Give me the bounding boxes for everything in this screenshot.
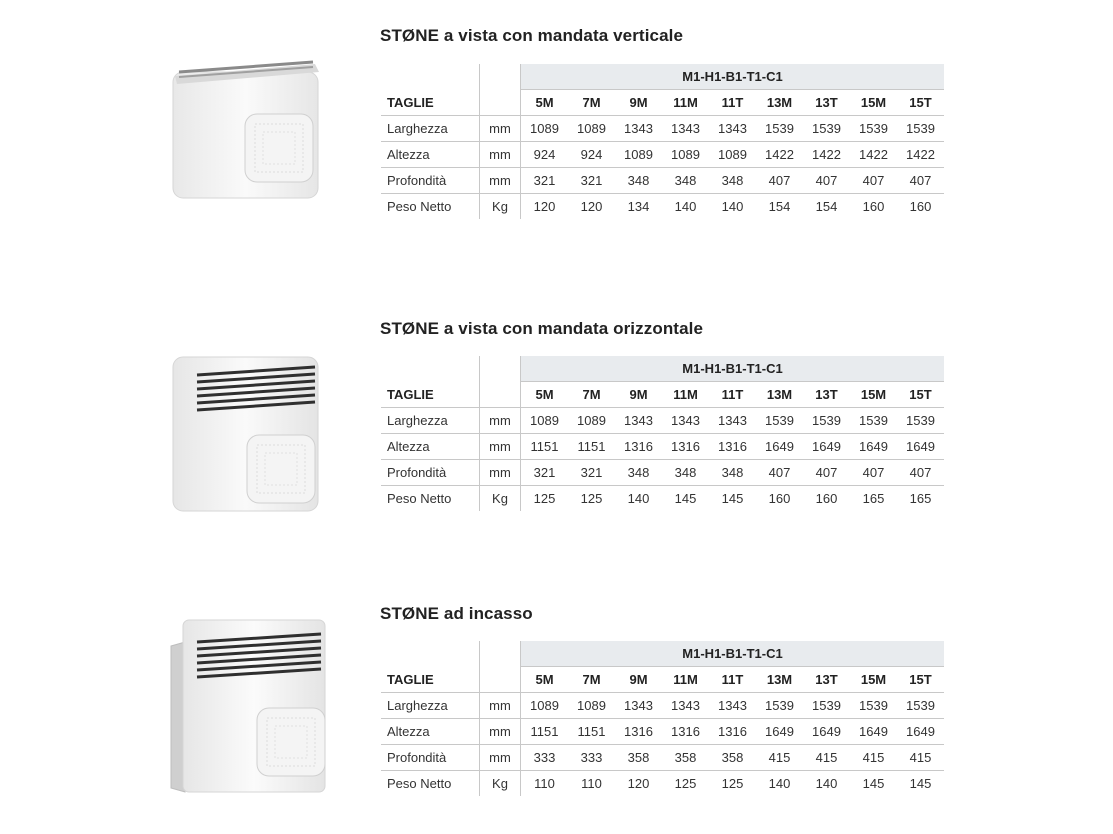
value-cell: 924 xyxy=(521,142,569,168)
value-cell: 1343 xyxy=(615,408,662,434)
model-code: M1-H1-B1-T1-C1 xyxy=(521,356,945,382)
value-cell: 1649 xyxy=(850,719,897,745)
value-cell: 407 xyxy=(756,460,803,486)
value-cell: 407 xyxy=(803,168,850,194)
value-cell: 1089 xyxy=(615,142,662,168)
value-cell: 407 xyxy=(897,168,944,194)
value-cell: 1422 xyxy=(850,142,897,168)
value-cell: 160 xyxy=(768,491,791,506)
value-cell: 134 xyxy=(627,199,650,214)
value-cell: 1539 xyxy=(850,116,897,142)
section-title: STØNE a vista con mandata verticale xyxy=(380,26,684,45)
value-cell: 1089 xyxy=(521,116,569,142)
value-cell: 1539 xyxy=(756,693,803,719)
row-unit: mm xyxy=(480,745,521,771)
value-cell: 321 xyxy=(521,168,569,194)
section-title: STØNE a vista con mandata orizzontale xyxy=(380,319,703,338)
value-cell: 407 xyxy=(850,168,897,194)
value-cell: 1316 xyxy=(709,434,756,460)
value-cell: 145 xyxy=(674,491,697,506)
value-cell: 415 xyxy=(756,745,803,771)
value-cell: 1089 xyxy=(662,142,709,168)
value-cell: 1649 xyxy=(756,719,803,745)
table-row xyxy=(381,434,944,460)
size-cell: 15M xyxy=(850,90,897,116)
size-cell: 11T xyxy=(709,90,756,116)
value-cell: 407 xyxy=(850,460,897,486)
table-row xyxy=(381,142,944,168)
value-cell: 1422 xyxy=(897,142,944,168)
row-unit: Kg xyxy=(480,194,521,220)
row-label: Larghezza xyxy=(381,116,480,142)
model-code: M1-H1-B1-T1-C1 xyxy=(521,641,945,667)
table-row xyxy=(381,719,944,745)
row-unit: mm xyxy=(480,434,521,460)
value-cell: 110 xyxy=(581,776,602,791)
value-cell: 1539 xyxy=(803,693,850,719)
table-row xyxy=(381,486,944,512)
value-cell: 1316 xyxy=(615,719,662,745)
row-unit: mm xyxy=(480,693,521,719)
value-cell: 1343 xyxy=(615,693,662,719)
value-cell: 1343 xyxy=(709,116,756,142)
size-cell: 7M xyxy=(568,667,615,693)
row-unit: Kg xyxy=(480,771,521,797)
value-cell: 125 xyxy=(580,491,603,506)
table-row xyxy=(381,771,944,797)
value-cell: 125 xyxy=(674,776,697,791)
value-cell: 348 xyxy=(709,460,756,486)
value-cell: 1089 xyxy=(568,408,615,434)
size-cell: 13T xyxy=(803,90,850,116)
value-cell: 333 xyxy=(568,745,615,771)
row-label: Profondità xyxy=(381,745,480,771)
size-cell: 5M xyxy=(521,90,569,116)
row-label: Larghezza xyxy=(381,408,480,434)
row-label: Profondità xyxy=(381,460,480,486)
size-cell: 11M xyxy=(662,382,709,408)
value-cell: 120 xyxy=(533,199,556,214)
table-header-row xyxy=(381,382,944,408)
row-label: Peso Netto xyxy=(387,776,452,791)
value-cell: 1649 xyxy=(850,434,897,460)
value-cell: 348 xyxy=(615,168,662,194)
size-label: TAGLIE xyxy=(381,90,480,116)
value-cell: 407 xyxy=(803,460,850,486)
value-cell: 140 xyxy=(768,776,791,791)
value-cell: 333 xyxy=(521,745,569,771)
value-cell: 165 xyxy=(862,491,885,506)
value-cell: 154 xyxy=(768,199,791,214)
value-cell: 1089 xyxy=(709,142,756,168)
value-cell: 358 xyxy=(615,745,662,771)
value-cell: 140 xyxy=(627,491,650,506)
size-cell: 13M xyxy=(756,90,803,116)
value-cell: 1649 xyxy=(897,719,944,745)
value-cell: 145 xyxy=(862,776,885,791)
value-cell: 120 xyxy=(627,776,650,791)
value-cell: 1089 xyxy=(521,408,569,434)
value-cell: 1649 xyxy=(897,434,944,460)
size-cell: 13T xyxy=(803,382,850,408)
row-label: Altezza xyxy=(381,719,480,745)
row-unit: mm xyxy=(480,408,521,434)
unit-recessed-image xyxy=(163,616,333,796)
table-row xyxy=(381,745,944,771)
row-unit: mm xyxy=(480,142,521,168)
value-cell: 1539 xyxy=(850,693,897,719)
size-label: TAGLIE xyxy=(381,382,480,408)
size-cell: 13M xyxy=(756,667,803,693)
size-cell: 13T xyxy=(803,667,850,693)
value-cell: 1649 xyxy=(756,434,803,460)
value-cell: 145 xyxy=(721,491,744,506)
size-cell: 15T xyxy=(897,90,944,116)
size-cell: 5M xyxy=(521,382,569,408)
value-cell: 1422 xyxy=(803,142,850,168)
value-cell: 1316 xyxy=(615,434,662,460)
size-cell: 9M xyxy=(615,667,662,693)
value-cell: 348 xyxy=(709,168,756,194)
value-cell: 1539 xyxy=(897,408,944,434)
size-cell: 13M xyxy=(756,382,803,408)
value-cell: 321 xyxy=(568,460,615,486)
value-cell: 125 xyxy=(721,776,744,791)
row-label: Profondità xyxy=(381,168,480,194)
value-cell: 407 xyxy=(756,168,803,194)
value-cell: 415 xyxy=(803,745,850,771)
value-cell: 1089 xyxy=(521,693,569,719)
row-unit: mm xyxy=(480,460,521,486)
size-cell: 7M xyxy=(568,90,615,116)
size-cell: 11M xyxy=(662,667,709,693)
value-cell: 1649 xyxy=(803,434,850,460)
row-unit: mm xyxy=(480,116,521,142)
value-cell: 924 xyxy=(568,142,615,168)
section-title: STØNE ad incasso xyxy=(380,604,533,623)
value-cell: 165 xyxy=(909,491,932,506)
value-cell: 1316 xyxy=(662,719,709,745)
table-row xyxy=(381,693,944,719)
value-cell: 1343 xyxy=(662,116,709,142)
value-cell: 321 xyxy=(568,168,615,194)
value-cell: 145 xyxy=(909,776,932,791)
row-label: Altezza xyxy=(381,434,480,460)
value-cell: 321 xyxy=(521,460,569,486)
value-cell: 348 xyxy=(615,460,662,486)
size-label: TAGLIE xyxy=(381,667,480,693)
size-cell: 9M xyxy=(615,382,662,408)
value-cell: 160 xyxy=(815,491,838,506)
value-cell: 1539 xyxy=(803,116,850,142)
value-cell: 1151 xyxy=(568,434,615,460)
size-cell: 9M xyxy=(615,90,662,116)
value-cell: 1539 xyxy=(756,408,803,434)
value-cell: 1649 xyxy=(803,719,850,745)
value-cell: 1316 xyxy=(709,719,756,745)
value-cell: 140 xyxy=(815,776,838,791)
table-row xyxy=(381,194,944,220)
row-label: Peso Netto xyxy=(387,491,452,506)
unit-vertical-image xyxy=(165,58,325,203)
value-cell: 125 xyxy=(533,491,556,506)
size-cell: 15M xyxy=(850,667,897,693)
value-cell: 1089 xyxy=(568,693,615,719)
model-code: M1-H1-B1-T1-C1 xyxy=(521,64,945,90)
table-row xyxy=(381,460,944,486)
spec-table xyxy=(381,641,944,796)
value-cell: 1316 xyxy=(662,434,709,460)
size-cell: 11M xyxy=(662,90,709,116)
size-cell: 11T xyxy=(709,667,756,693)
value-cell: 348 xyxy=(662,168,709,194)
spec-table xyxy=(381,356,944,511)
value-cell: 140 xyxy=(721,199,744,214)
value-cell: 358 xyxy=(709,745,756,771)
value-cell: 1343 xyxy=(709,408,756,434)
row-label: Peso Netto xyxy=(387,199,452,214)
value-cell: 1343 xyxy=(615,116,662,142)
size-cell: 5M xyxy=(521,667,569,693)
row-label: Altezza xyxy=(381,142,480,168)
size-cell: 15T xyxy=(897,667,944,693)
row-label: Larghezza xyxy=(381,693,480,719)
table-header-row xyxy=(381,667,944,693)
table-row xyxy=(381,168,944,194)
value-cell: 1539 xyxy=(850,408,897,434)
value-cell: 154 xyxy=(815,199,838,214)
value-cell: 407 xyxy=(897,460,944,486)
value-cell: 1343 xyxy=(662,693,709,719)
value-cell: 110 xyxy=(534,776,555,791)
value-cell: 1539 xyxy=(756,116,803,142)
value-cell: 348 xyxy=(662,460,709,486)
value-cell: 1151 xyxy=(521,434,569,460)
value-cell: 1089 xyxy=(568,116,615,142)
size-cell: 15M xyxy=(850,382,897,408)
value-cell: 160 xyxy=(909,199,932,214)
value-cell: 358 xyxy=(662,745,709,771)
value-cell: 415 xyxy=(850,745,897,771)
unit-horizontal-image xyxy=(165,345,325,517)
table-row xyxy=(381,408,944,434)
value-cell: 415 xyxy=(897,745,944,771)
row-unit: mm xyxy=(480,719,521,745)
value-cell: 1539 xyxy=(897,116,944,142)
value-cell: 1539 xyxy=(803,408,850,434)
row-unit: Kg xyxy=(480,486,521,512)
value-cell: 1343 xyxy=(662,408,709,434)
value-cell: 1422 xyxy=(756,142,803,168)
value-cell: 120 xyxy=(580,199,603,214)
value-cell: 1151 xyxy=(521,719,569,745)
value-cell: 140 xyxy=(674,199,697,214)
value-cell: 1151 xyxy=(568,719,615,745)
row-unit: mm xyxy=(480,168,521,194)
value-cell: 1539 xyxy=(897,693,944,719)
value-cell: 1343 xyxy=(709,693,756,719)
size-cell: 11T xyxy=(709,382,756,408)
value-cell: 160 xyxy=(862,199,885,214)
size-cell: 7M xyxy=(568,382,615,408)
table-row xyxy=(381,116,944,142)
table-header-row xyxy=(381,90,944,116)
spec-table xyxy=(381,64,944,219)
size-cell: 15T xyxy=(897,382,944,408)
